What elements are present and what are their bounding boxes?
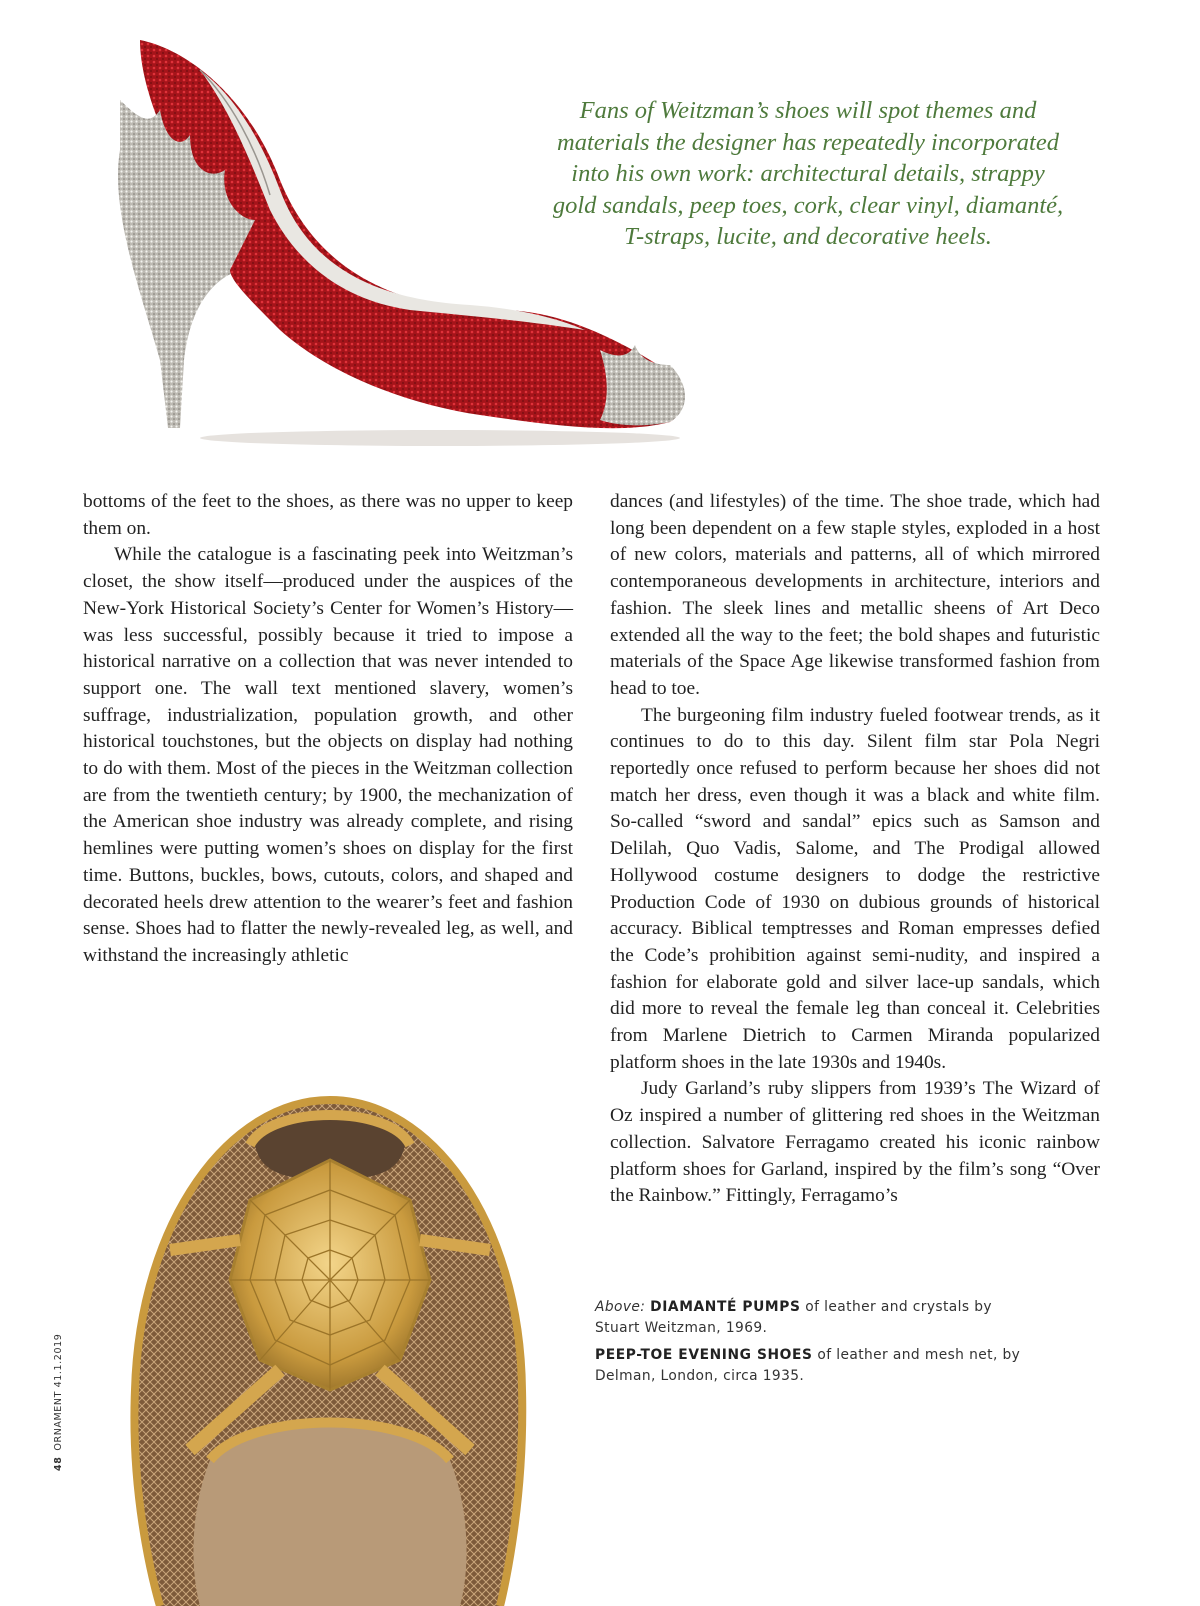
body-paragraph: The burgeoning film industry fueled footwear trends, as it continues to do to this day. Silent film star Pola Negri reportedly once refused to perform because her shoes did not match her dress, even though it was a black and white film. So-called “sword and sandal” epics such as Samson and Delilah, Quo Vadis, Salome, and The Prodigal allowed Hollywood costume designers to dodge the restrictive Production Code of 1930 on dubious grounds of historical accuracy. Biblical temptresses and Roman empresses defied the Code’s prohibition against semi-nudity, and inspired a fashion for elaborate gold and silver lace-up sandals, which did more to reveal the female leg than conceal it. Celebrities from Marlene Dietrich to Carmen Miranda popularized platform shoes in the late 1930s and 1940s. [610,704,1100,1073]
caption-lead: Above: [595,1299,646,1315]
body-paragraph: dances (and lifestyles) of the time. The shoe trade, which had long been dependent on a few staple styles, exploded in a host of new colors, materials and patterns, all of which mirrored contemporaneous developments in architecture, interiors and fashion. The sleek lines and metallic sheens of Art Deco extended all the way to the feet; the bold shapes and futuristic materials of the Space Age likewise transformed fashion from head to toe. [610,491,1100,699]
caption-text: of leather and mesh net, by Delman, London, circa 1935. [595,1347,1021,1384]
body-column-right [610,489,1100,1210]
page-number: 48 [53,1456,64,1471]
caption-peeptoe [595,1345,1035,1387]
body-paragraph: While the catalogue is a fascinating peek into Weitzman’s closet, the show itself—produced under the auspices of the New-York Historical Society’s Center for Women’s History—was less successful, possibly because it tried to impose a historical narrative on a collection that was never intended to support one. The wall text mentioned slavery, women’s suffrage, industrialization, population growth, and other historical touchstones, but the objects on display had nothing to do with them. Most of the pieces in the Weitzman collection are from the twentieth century; by 1900, the mechanization of the American shoe industry was already complete, and rising hemlines were putting women’s shoes on display for the first time. Buttons, buckles, bows, cutouts, colors, and shaped and decorated heels drew attention to the wearer’s feet and fashion sense. Shoes had to flatter the newly-revealed leg, as well, and withstand the increasingly athletic [83,544,573,966]
peep-toe-shoe-photo [130,1090,530,1606]
body-column-left [83,489,573,970]
caption-title: PEEP-TOE EVENING SHOES [595,1347,813,1363]
caption-text: of leather and crystals by Stuart Weitzman, 1969. [595,1299,992,1336]
body-paragraph: bottoms of the feet to the shoes, as there was no upper to keep them on. [83,491,573,539]
caption-title: DIAMANTÉ PUMPS [650,1299,801,1315]
publication-name: ORNAMENT 41.1.2019 [53,1333,64,1451]
caption-pumps [595,1297,1035,1339]
photo-captions [595,1297,1035,1393]
pull-quote: Fans of Weitzman’s shoes will spot themes and materials the designer has repeatedly incorporated into his own work: architectural details, strappy gold sandals, peep toes, cork, clear vinyl, diamanté, T-straps, lucite, and decorative heels. [552,97,1064,250]
page-folio [53,1334,64,1471]
body-paragraph: Judy Garland’s ruby slippers from 1939’s The Wizard of Oz inspired a number of glittering red shoes in the Weitzman collection. Salvatore Ferragamo created his iconic rainbow platform shoes for Garland, inspired by the film’s song “Over the Rainbow.” Fittingly, Ferragamo’s [610,1078,1100,1207]
